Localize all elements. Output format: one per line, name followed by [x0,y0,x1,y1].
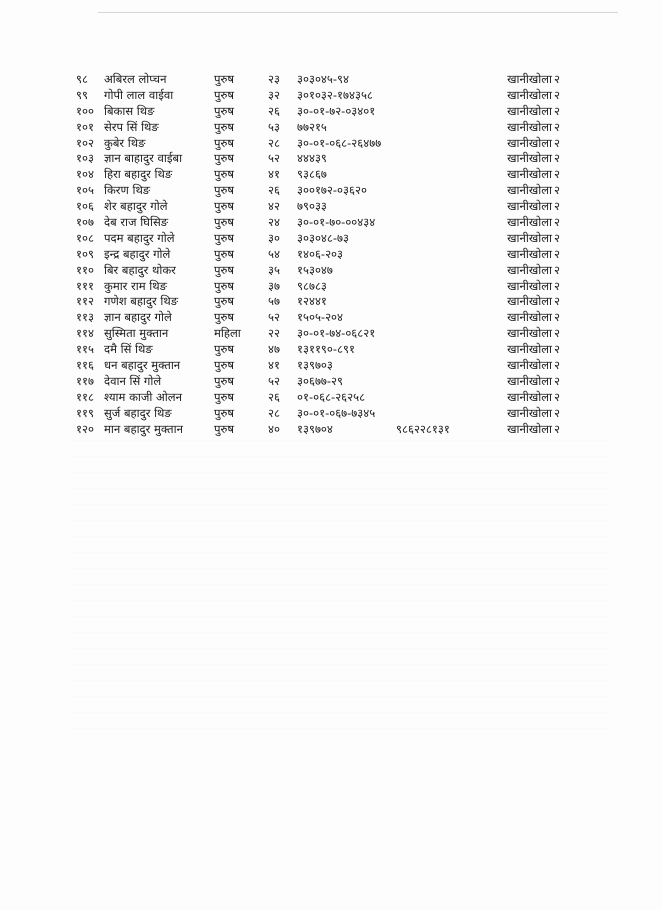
gender: पुरुष [214,151,235,166]
person-name: कुमार राम थिङ [104,278,167,293]
address [492,358,560,374]
citizenship-number: १३९७०४ [297,421,333,436]
ward-number: २ [554,358,560,373]
table-row [0,167,662,183]
ward-number: २ [554,262,560,277]
gender: पुरुष [214,373,235,388]
address [492,88,560,104]
name-list-table [0,72,662,437]
gender: महिला [214,326,241,341]
gender: पुरुष [214,199,235,214]
age: ५४ [268,246,280,261]
gender: पुरुष [214,135,235,150]
address-name: खानीखोला [507,389,553,404]
address [492,136,560,152]
ward-number: २ [554,246,560,261]
serial-number: १०० [76,103,94,118]
address-name: खानीखोला [507,278,553,293]
table-row [0,326,662,342]
ward-number: २ [554,103,560,118]
table-row [0,342,662,358]
serial-number: १०७ [76,215,94,230]
address-name: खानीखोला [507,230,553,245]
person-name: सुस्मिता मुक्तान [104,326,169,341]
citizenship-number: ३०-०१-०६८-२६४७७ [297,135,382,150]
citizenship-number: १४०६-२०३ [297,246,344,261]
citizenship-number: ३०-०१-७२-०३४०१ [297,103,376,118]
address-name: खानीखोला [507,421,553,436]
serial-number: १०८ [76,230,94,245]
serial-number: १०५ [76,183,94,198]
table-row [0,231,662,247]
gender: पुरुष [214,262,235,277]
ward-number: २ [554,342,560,357]
person-name: किरण थिङ [104,183,151,198]
serial-number: ११६ [76,358,94,373]
address-name: खानीखोला [507,72,553,86]
address [492,215,560,231]
serial-number: १११ [76,278,94,293]
address-name: खानीखोला [507,373,553,388]
address-name: खानीखोला [507,342,553,357]
address [492,422,560,438]
address [492,294,560,310]
table-row [0,120,662,136]
gender: पुरुष [214,167,235,182]
age: २६ [268,103,280,118]
person-name: सेरप सिं थिङ [104,119,159,134]
person-name: श्याम काजी ओलन [104,389,182,404]
age: ४० [268,421,280,436]
serial-number: ११७ [76,373,94,388]
person-name: शेर बहादुर गोले [104,199,168,214]
address [492,374,560,390]
ward-number: २ [554,310,560,325]
address-name: खानीखोला [507,294,553,309]
address [492,263,560,279]
table-row [0,358,662,374]
ward-number: २ [554,151,560,166]
address-name: खानीखोला [507,103,553,118]
person-name: दमै सिं थिङ [104,342,153,357]
ward-number: २ [554,215,560,230]
serial-number: १०३ [76,151,94,166]
faint-bleedthrough [70,440,610,740]
citizenship-number: ९८७८३ [297,278,327,293]
person-name: अबिरल लोप्चन [104,72,167,86]
serial-number: ११४ [76,326,94,341]
age: ५२ [268,151,280,166]
ward-number: २ [554,119,560,134]
serial-number: ११५ [76,342,94,357]
table-row [0,215,662,231]
age: २६ [268,389,280,404]
table-row [0,390,662,406]
address [492,199,560,215]
serial-number: १०४ [76,167,94,182]
person-name: कुबेर थिङ [104,135,146,150]
serial-number: ११८ [76,389,94,404]
address-name: खानीखोला [507,310,553,325]
gender: पुरुष [214,358,235,373]
address-name: खानीखोला [507,262,553,277]
address [492,310,560,326]
ward-number: २ [554,326,560,341]
address-name: खानीखोला [507,167,553,182]
person-name: पदम बहादुर गोले [104,230,175,245]
gender: पुरुष [214,230,235,245]
citizenship-number: ३०-०१-७०-००४३४ [297,215,376,230]
table-row [0,199,662,215]
citizenship-number: ७९०३३ [297,199,327,214]
address-name: खानीखोला [507,215,553,230]
address-name: खानीखोला [507,87,553,102]
ward-number: २ [554,421,560,436]
address [492,247,560,263]
serial-number: ११३ [76,310,94,325]
table-row [0,136,662,152]
person-name: बिर बहादुर थोकर [104,262,176,277]
address-name: खानीखोला [507,246,553,261]
table-row [0,406,662,422]
citizenship-number: ३०६७७-२९ [297,373,344,388]
citizenship-number: ७७२१५ [297,119,327,134]
gender: पुरुष [214,119,235,134]
ward-number: २ [554,405,560,420]
address [492,120,560,136]
age: ४१ [268,167,280,182]
age: ३० [268,230,280,245]
address [492,279,560,295]
address-name: खानीखोला [507,326,553,341]
gender: पुरुष [214,183,235,198]
age: ४७ [268,342,280,357]
address-name: खानीखोला [507,151,553,166]
address-name: खानीखोला [507,405,553,420]
citizenship-number: ३०१०३२-१७४३५८ [297,87,373,102]
person-name: देवान सिं गोले [104,373,162,388]
scan-edge-line [98,12,618,13]
serial-number: १०९ [76,246,94,261]
person-name: गोपी लाल वाईवा [104,87,174,102]
person-name: बिकास थिङ [104,103,155,118]
age: २४ [268,215,280,230]
person-name: ज्ञान बाहादुर वाईबा [104,151,183,166]
table-row [0,104,662,120]
address [492,72,560,88]
gender: पुरुष [214,278,235,293]
gender: पुरुष [214,72,235,86]
age: ३७ [268,278,280,293]
gender: पुरुष [214,215,235,230]
citizenship-number: १२४४१ [297,294,327,309]
person-name: देब राज घिसिङ [104,215,169,230]
person-name: इन्द्र बहादुर गोले [104,246,171,261]
table-row [0,72,662,88]
ward-number: २ [554,230,560,245]
address [492,167,560,183]
serial-number: १०६ [76,199,94,214]
citizenship-number: १५३०४७ [297,262,333,277]
person-name: हिरा बहादुर थिङ [104,167,173,182]
serial-number: १०२ [76,135,94,150]
ward-number: २ [554,199,560,214]
citizenship-number: १३११९०-८९१ [297,342,355,357]
address-name: खानीखोला [507,119,553,134]
address [492,231,560,247]
address [492,151,560,167]
phone-number: ९८६२२८१३१ [396,421,450,436]
serial-number: ९८ [76,72,88,86]
citizenship-number: ३०३०४५-९४ [297,72,349,86]
gender: पुरुष [214,246,235,261]
citizenship-number: ३००१७२-०३६२० [297,183,367,198]
serial-number: ११२ [76,294,94,309]
gender: पुरुष [214,421,235,436]
age: ४२ [268,199,280,214]
age: २८ [268,135,280,150]
gender: पुरुष [214,389,235,404]
table-row [0,88,662,104]
age: २६ [268,183,280,198]
age: ५७ [268,294,280,309]
citizenship-number: ४४४३९ [297,151,327,166]
address [492,390,560,406]
table-row [0,151,662,167]
address-name: खानीखोला [507,199,553,214]
person-name: सुर्ज बहादुर थिङ [104,405,172,420]
table-row [0,263,662,279]
table-row [0,183,662,199]
address [492,104,560,120]
table-row [0,422,662,438]
person-name: मान बहादुर मुक्तान [104,421,183,436]
age: ५३ [268,119,280,134]
serial-number: ११९ [76,405,94,420]
person-name: गणेश बहादुर थिङ [104,294,179,309]
age: ५२ [268,310,280,325]
table-row [0,279,662,295]
gender: पुरुष [214,405,235,420]
table-row [0,247,662,263]
serial-number: १०१ [76,119,94,134]
table-row [0,294,662,310]
serial-number: १२० [76,421,94,436]
serial-number: ११० [76,262,94,277]
citizenship-number: ९३८६७ [297,167,327,182]
citizenship-number: १३९७०३ [297,358,333,373]
serial-number: ९९ [76,87,88,102]
address [492,342,560,358]
ward-number: २ [554,278,560,293]
age: ३५ [268,262,280,277]
gender: पुरुष [214,103,235,118]
age: ५२ [268,373,280,388]
ward-number: २ [554,373,560,388]
address [492,183,560,199]
gender: पुरुष [214,310,235,325]
age: ४१ [268,358,280,373]
citizenship-number: ३०३०४८-७३ [297,230,349,245]
table-row [0,374,662,390]
person-name: धन बहादुर मुक्तान [104,358,181,373]
citizenship-number: ३०-०१-७४-०६८२१ [297,326,376,341]
citizenship-number: १५०५-२०४ [297,310,344,325]
age: २८ [268,405,280,420]
person-name: ज्ञान बहादुर गोले [104,310,172,325]
age: २३ [268,72,280,86]
gender: पुरुष [214,87,235,102]
address-name: खानीखोला [507,135,553,150]
ward-number: २ [554,294,560,309]
gender: पुरुष [214,342,235,357]
ward-number: २ [554,72,560,86]
citizenship-number: ३०-०१-०६७-७३४५ [297,405,376,420]
citizenship-number: ०१-०६८-२६२५८ [297,389,366,404]
ward-number: २ [554,167,560,182]
ward-number: २ [554,389,560,404]
ward-number: २ [554,135,560,150]
address [492,406,560,422]
age: ३२ [268,87,280,102]
address-name: खानीखोला [507,183,553,198]
table-row [0,310,662,326]
ward-number: २ [554,87,560,102]
ward-number: २ [554,183,560,198]
age: २२ [268,326,280,341]
gender: पुरुष [214,294,235,309]
address [492,326,560,342]
address-name: खानीखोला [507,358,553,373]
